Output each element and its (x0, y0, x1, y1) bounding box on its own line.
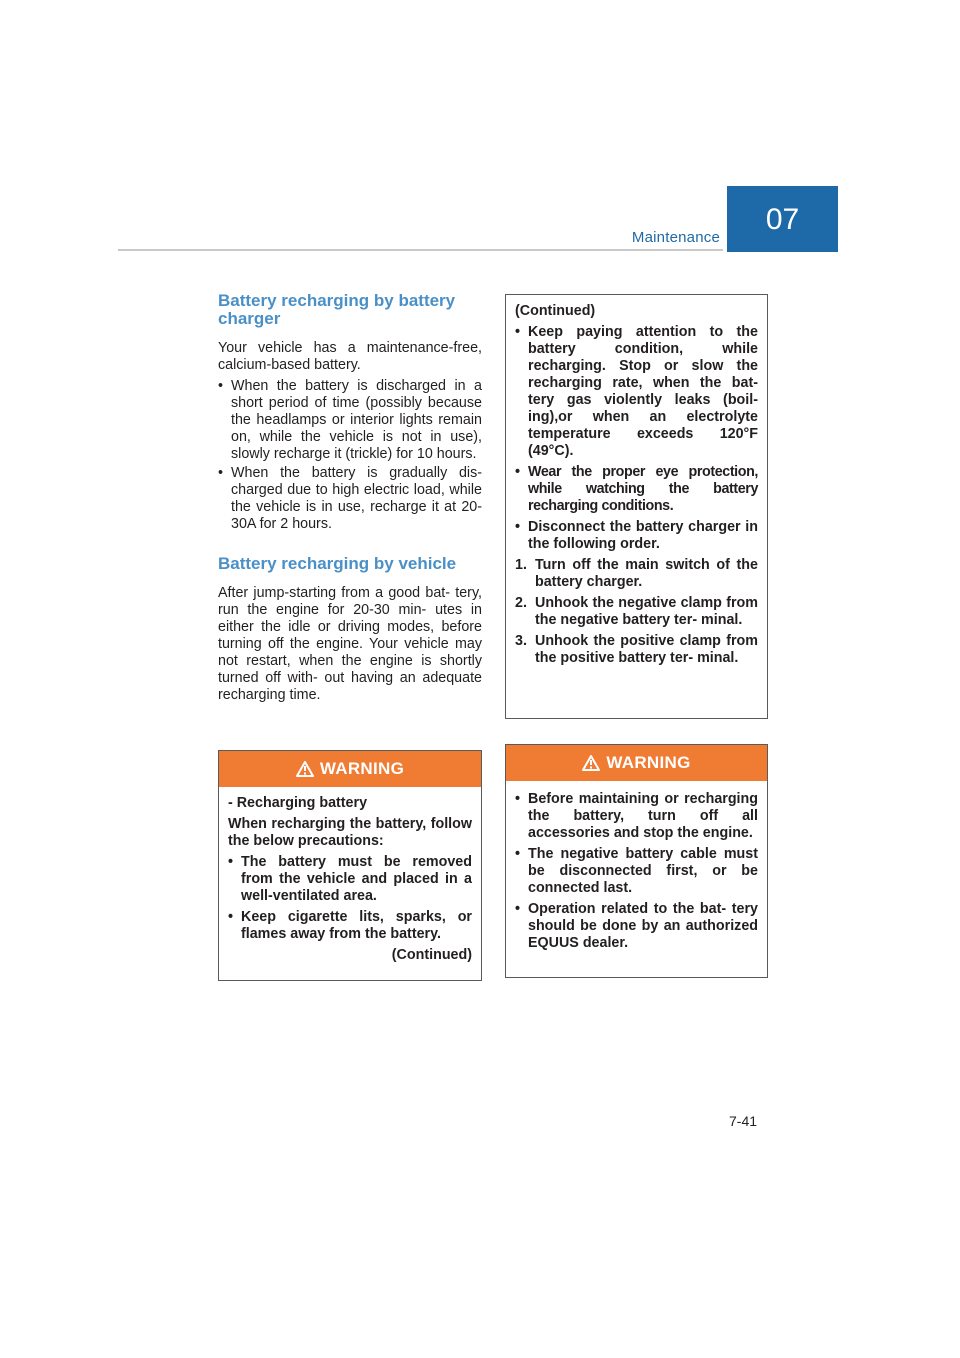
list-item: • The negative battery cable must be disconnected first, or be connected last. (515, 846, 758, 897)
list-item: • When the battery is gradually dis- charged due to high electric load, while the vehicle is in use, recharge it at 20-30A for 2 hours. (218, 465, 482, 533)
heading-battery-vehicle: Battery recharging by vehicle (218, 554, 457, 573)
vehicle-paragraph: After jump-starting from a good bat- tery, run the engine for 20-30 min- utes in either the idle or driving modes, before turning off the engine. Your vehicle may not restart, when the engine is shortly turned off with- out having an adequate recharging time. (218, 585, 482, 703)
warning-box-maintenance (505, 744, 768, 978)
list-item: • Keep paying attention to the battery condition, while recharging. Stop or slow the recharging rate, when the bat- tery gas violently leaks (boil- ing),or when an electrolyte temperature exceeds 120°F (49°C). (515, 324, 758, 460)
warning-body (219, 787, 481, 976)
continued-body (506, 295, 767, 679)
header-rule (118, 249, 723, 251)
warning-title: WARNING (606, 753, 691, 772)
chapter-tab: 07 (727, 186, 838, 252)
warning-intro: When recharging the battery, follow the below precautions: (228, 816, 472, 849)
list-item: • Before maintaining or recharging the battery, turn off all accessories and stop the engine. (515, 791, 758, 842)
warning-header (219, 751, 481, 787)
step-number: 2. (515, 595, 527, 611)
heading-battery-charger: Battery recharging by battery charger (218, 291, 456, 328)
disconnect-steps (515, 557, 758, 667)
list-item: • The battery must be removed from the vehicle and placed in a well-ventilated area. (228, 854, 472, 905)
continued-bullet-list (515, 324, 758, 553)
warning-bullet-list (515, 791, 758, 952)
list-item: • When the battery is discharged in a short period of time (possibly because the headlamps or interior lights remain on, while the vehicle is not in use), slowly recharge it (trickle) for 10 hours. (218, 378, 482, 463)
section-label: Maintenance (631, 229, 720, 246)
step-text: Turn off the main switch of the battery charger. (535, 557, 758, 590)
charger-bullet-list (218, 378, 482, 533)
warning-triangle-icon (296, 761, 314, 777)
warning-subtitle: - Recharging battery (228, 795, 368, 811)
continued-label: (Continued) (515, 303, 596, 319)
step-text: Unhook the negative clamp from the negative battery ter- minal. (535, 595, 758, 628)
warning-box-continued (505, 294, 768, 719)
list-item: • Disconnect the battery charger in the following order. (515, 519, 758, 553)
list-item: • Wear the proper eye protection, while watching the battery recharging conditions. (515, 464, 758, 515)
step-number: 3. (515, 633, 527, 649)
page-number: 7-41 (729, 1113, 758, 1129)
list-item: • Keep cigarette lits, sparks, or flames away from the battery. (228, 909, 472, 943)
left-column (218, 292, 482, 704)
step-number: 1. (515, 557, 527, 573)
list-item (515, 557, 758, 591)
warning-bullet-list (228, 854, 472, 943)
list-item (515, 595, 758, 629)
list-item: • Operation related to the bat- tery should be done by an authorized EQUUS dealer. (515, 901, 758, 952)
warning-box-recharging (218, 750, 482, 981)
step-text: Unhook the positive clamp from the positive battery ter- minal. (535, 633, 758, 666)
warning-header (506, 745, 767, 781)
continued-note: (Continued) (391, 947, 472, 963)
intro-paragraph: Your vehicle has a maintenance-free, calcium-based battery. (218, 340, 482, 373)
warning-triangle-icon (582, 755, 600, 771)
list-item (515, 633, 758, 667)
warning-body (506, 781, 767, 964)
warning-title: WARNING (319, 759, 405, 778)
